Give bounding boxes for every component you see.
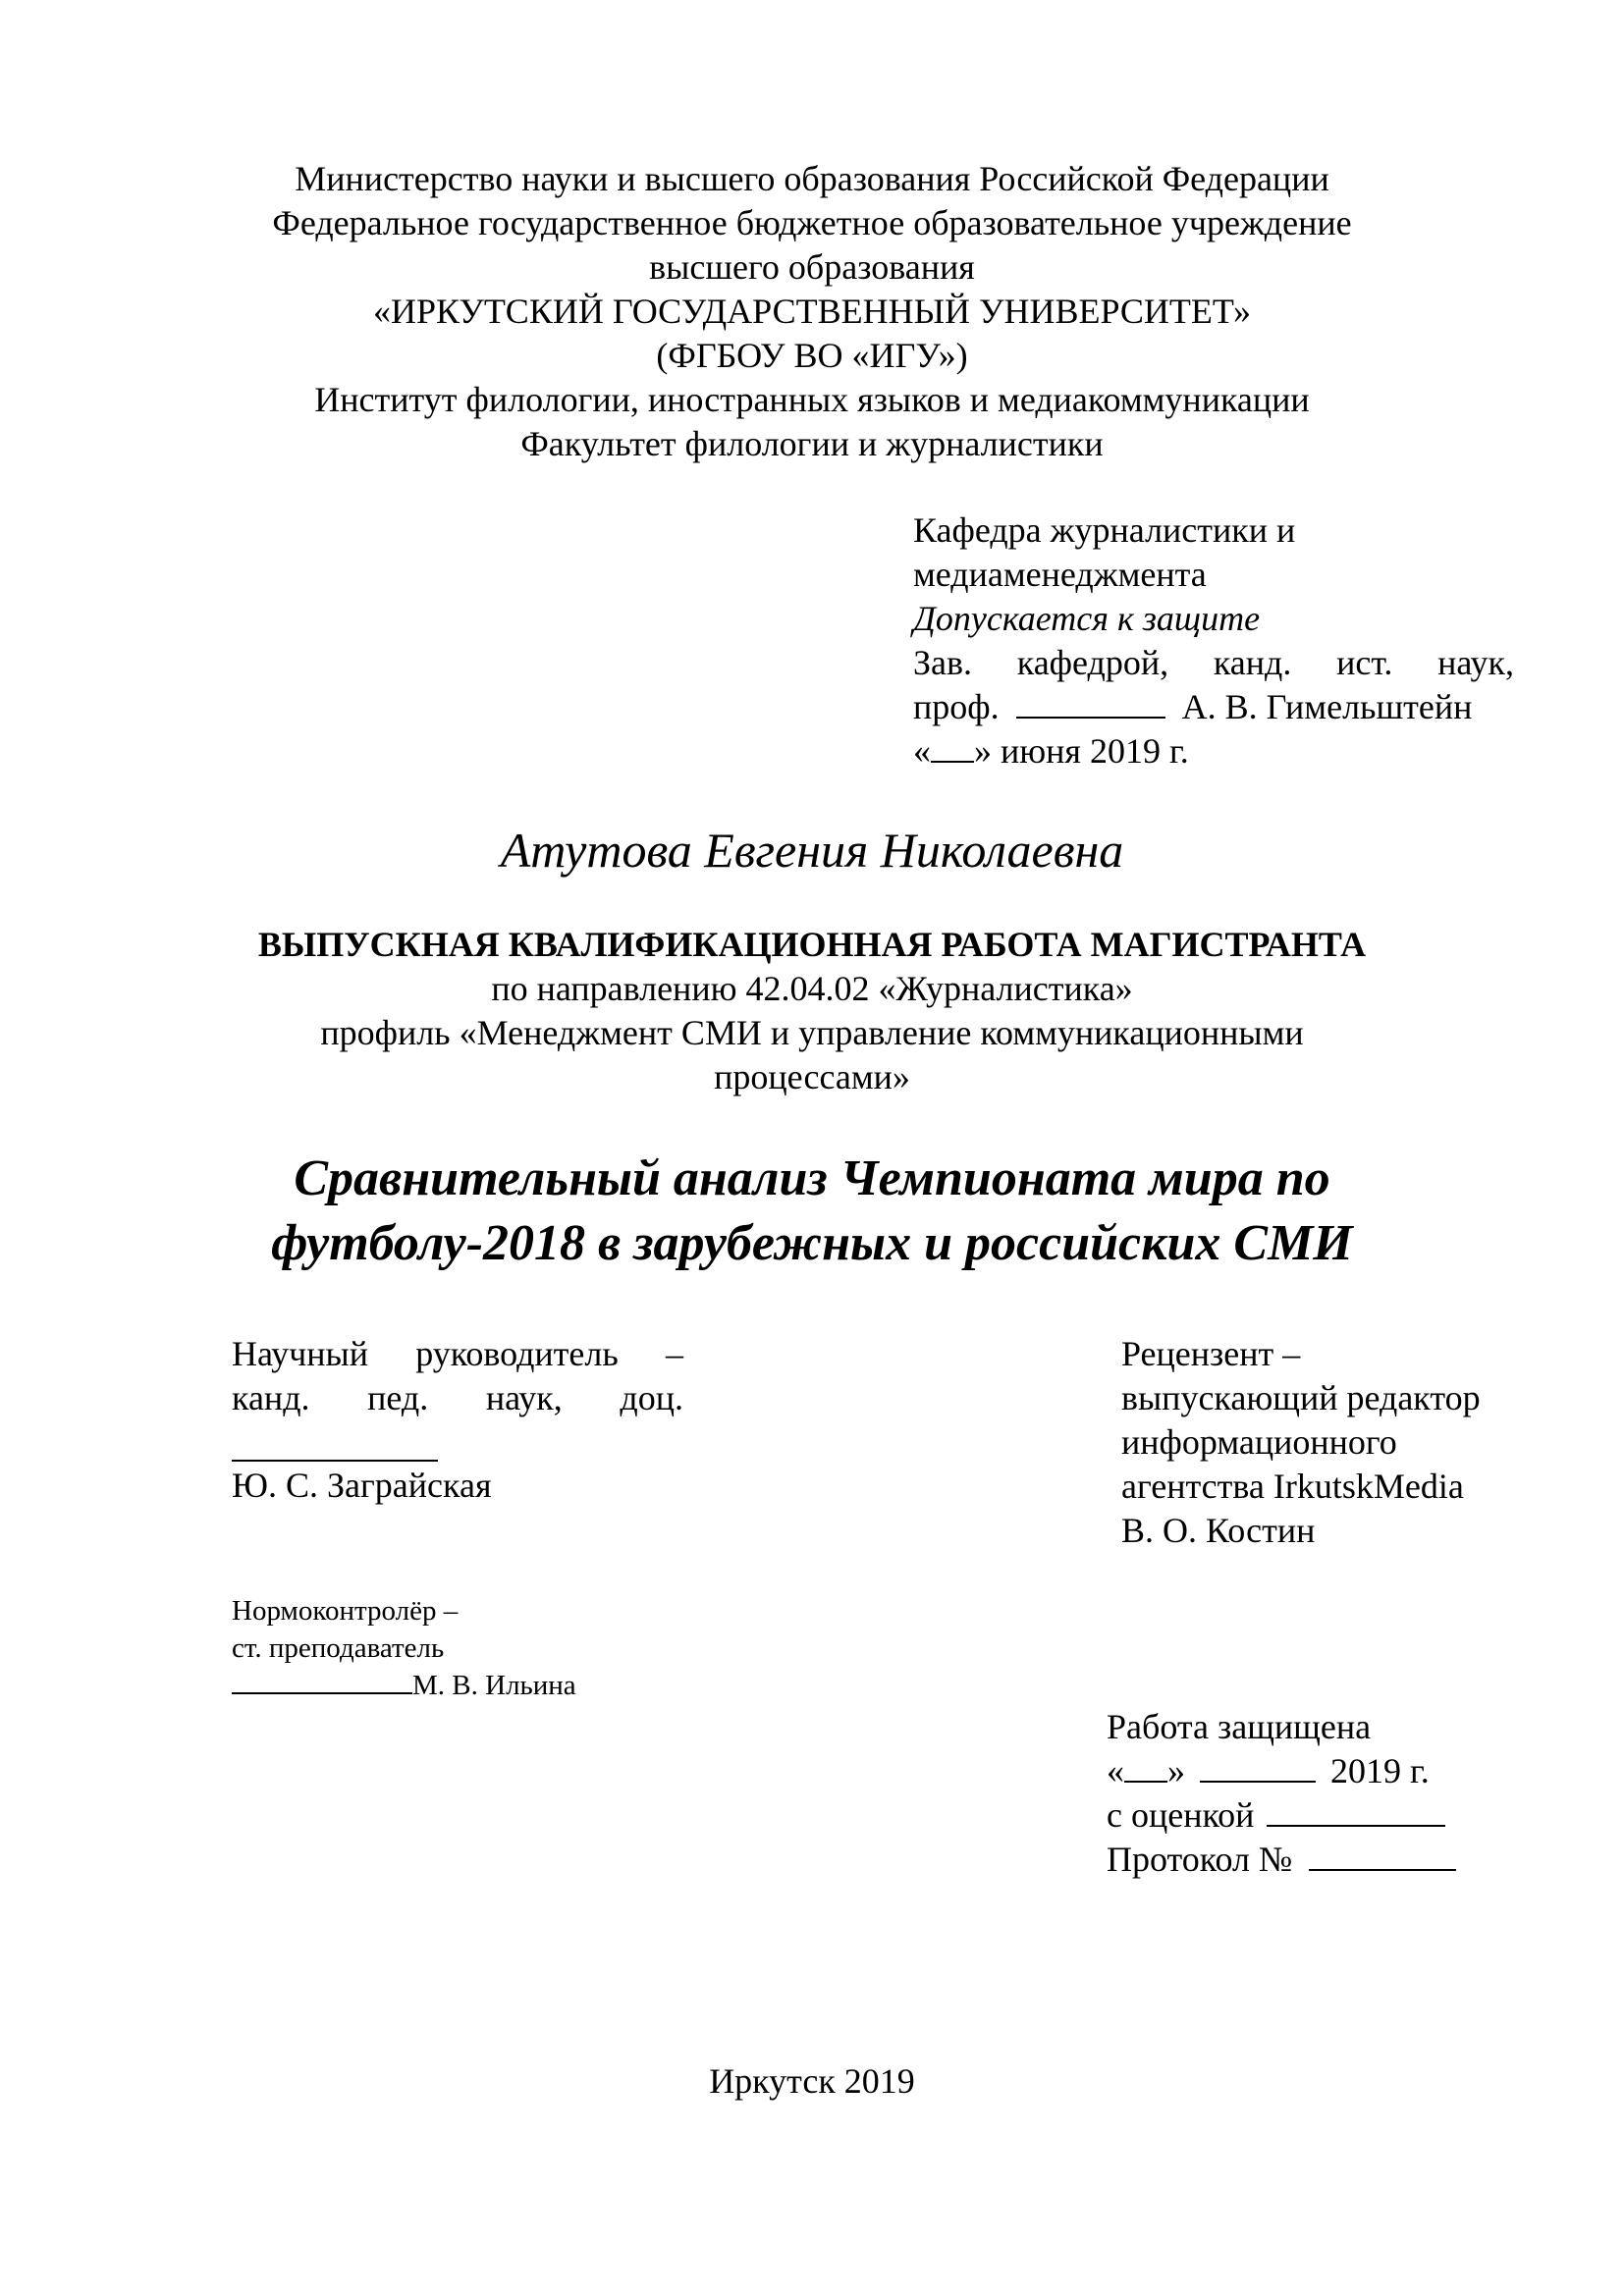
reviewer-position-1: выпускающий редактор: [1121, 1378, 1481, 1417]
institution-type-line: Федеральное государственное бюджетное образовательное учреждение: [272, 203, 1352, 242]
defense-grade-line: [1107, 1793, 1456, 1838]
defense-year: 2019 г.: [1330, 1751, 1430, 1790]
department-head-title: Зав. кафедрой, канд. ист. наук,: [913, 643, 1514, 682]
university-name-line: «ИРКУТСКИЙ ГОСУДАРСТВЕННЫЙ УНИВЕРСИТЕТ»: [373, 292, 1251, 331]
work-type-title: ВЫПУСКНАЯ КВАЛИФИКАЦИОННАЯ РАБОТА МАГИСТРАНТА: [257, 925, 1367, 964]
defense-block: [1107, 1705, 1456, 1882]
reviewer-name: В. О. Костин: [1121, 1511, 1316, 1550]
reviewer-position-3: агентства IrkutskMedia: [1121, 1467, 1464, 1506]
city-year-footer: Иркутск 2019: [709, 2061, 915, 2101]
institute-line: Институт филологии, иностранных языков и медиакоммуникации: [314, 380, 1310, 419]
defense-protocol-blank: [1309, 1840, 1456, 1871]
defense-month-blank: [1200, 1751, 1316, 1783]
thesis-topic-line-1: Сравнительный анализ Чемпионата мира по: [294, 1150, 1330, 1206]
department-line-1: Кафедра журналистики и: [913, 510, 1296, 550]
admission-label: Допускается к защите: [913, 599, 1261, 638]
supervisor-title: Научный руководитель –: [232, 1334, 683, 1373]
normcontrol-title: Нормоконтролёр –: [232, 1595, 459, 1627]
supervisor-block: [232, 1332, 683, 1508]
admission-date-line: [913, 729, 1514, 774]
defense-protocol-label: Протокол №: [1107, 1840, 1293, 1879]
department-line-2: медиаменеджмента: [913, 555, 1207, 594]
work-direction: по направлению 42.04.02 «Журналистика»: [491, 969, 1133, 1008]
reviewer-position-2: информационного: [1121, 1422, 1397, 1462]
department-approval-block: [913, 508, 1514, 774]
author-name: Атутова Евгения Николаевна: [500, 823, 1124, 878]
university-abbr-line: (ФГБОУ ВО «ИГУ»): [656, 336, 968, 375]
ministry-line: Министерство науки и высшего образования Российской Федерации: [295, 159, 1329, 198]
institution-header: [0, 157, 1624, 466]
prof-prefix: проф.: [913, 687, 1000, 726]
education-level-line: высшего образования: [649, 247, 975, 287]
defense-grade-label: с оценкой: [1107, 1795, 1255, 1835]
defense-grade-blank: [1267, 1795, 1445, 1827]
normcontrol-signature-line: [232, 1667, 576, 1704]
faculty-line: Факультет филологии и журналистики: [520, 424, 1104, 463]
reviewer-block: [1121, 1332, 1543, 1553]
normcontrol-block: [232, 1592, 576, 1704]
thesis-topic-line-2: футболу-2018 в зарубежных и российских СМИ: [271, 1215, 1353, 1271]
thesis-topic: [0, 1147, 1624, 1276]
defense-title: Работа защищена: [1107, 1707, 1372, 1746]
department-head-name: А. В. Гимельштейн: [1181, 687, 1473, 726]
work-profile-line-2: процессами»: [714, 1057, 910, 1096]
supervisor-degree: канд. пед. наук, доц.: [232, 1378, 683, 1417]
day-blank: [931, 731, 974, 763]
defense-protocol-line: [1107, 1838, 1456, 1882]
defense-day-blank: [1124, 1751, 1167, 1783]
date-month-year: » июня 2019 г.: [974, 731, 1189, 771]
department-head-signature-line: [913, 685, 1514, 729]
normcontrol-position: ст. преподаватель: [232, 1632, 445, 1664]
reviewer-title: Рецензент –: [1121, 1334, 1301, 1373]
work-profile-line-1: профиль «Менеджмент СМИ и управление коммуникационными: [320, 1013, 1304, 1052]
supervisor-name: Ю. С. Заграйская: [232, 1466, 492, 1505]
supervisor-signature-blank: [232, 1420, 438, 1462]
defense-quote-close: »: [1167, 1751, 1185, 1790]
normcontrol-signature-blank: [232, 1667, 412, 1694]
work-type-block: [0, 923, 1624, 1099]
defense-date-line: [1107, 1749, 1456, 1793]
defense-quote-open: «: [1107, 1751, 1124, 1790]
date-quote-open: «: [913, 731, 931, 771]
normcontrol-name: М. В. Ильина: [412, 1670, 576, 1701]
signature-blank: [1016, 687, 1165, 719]
